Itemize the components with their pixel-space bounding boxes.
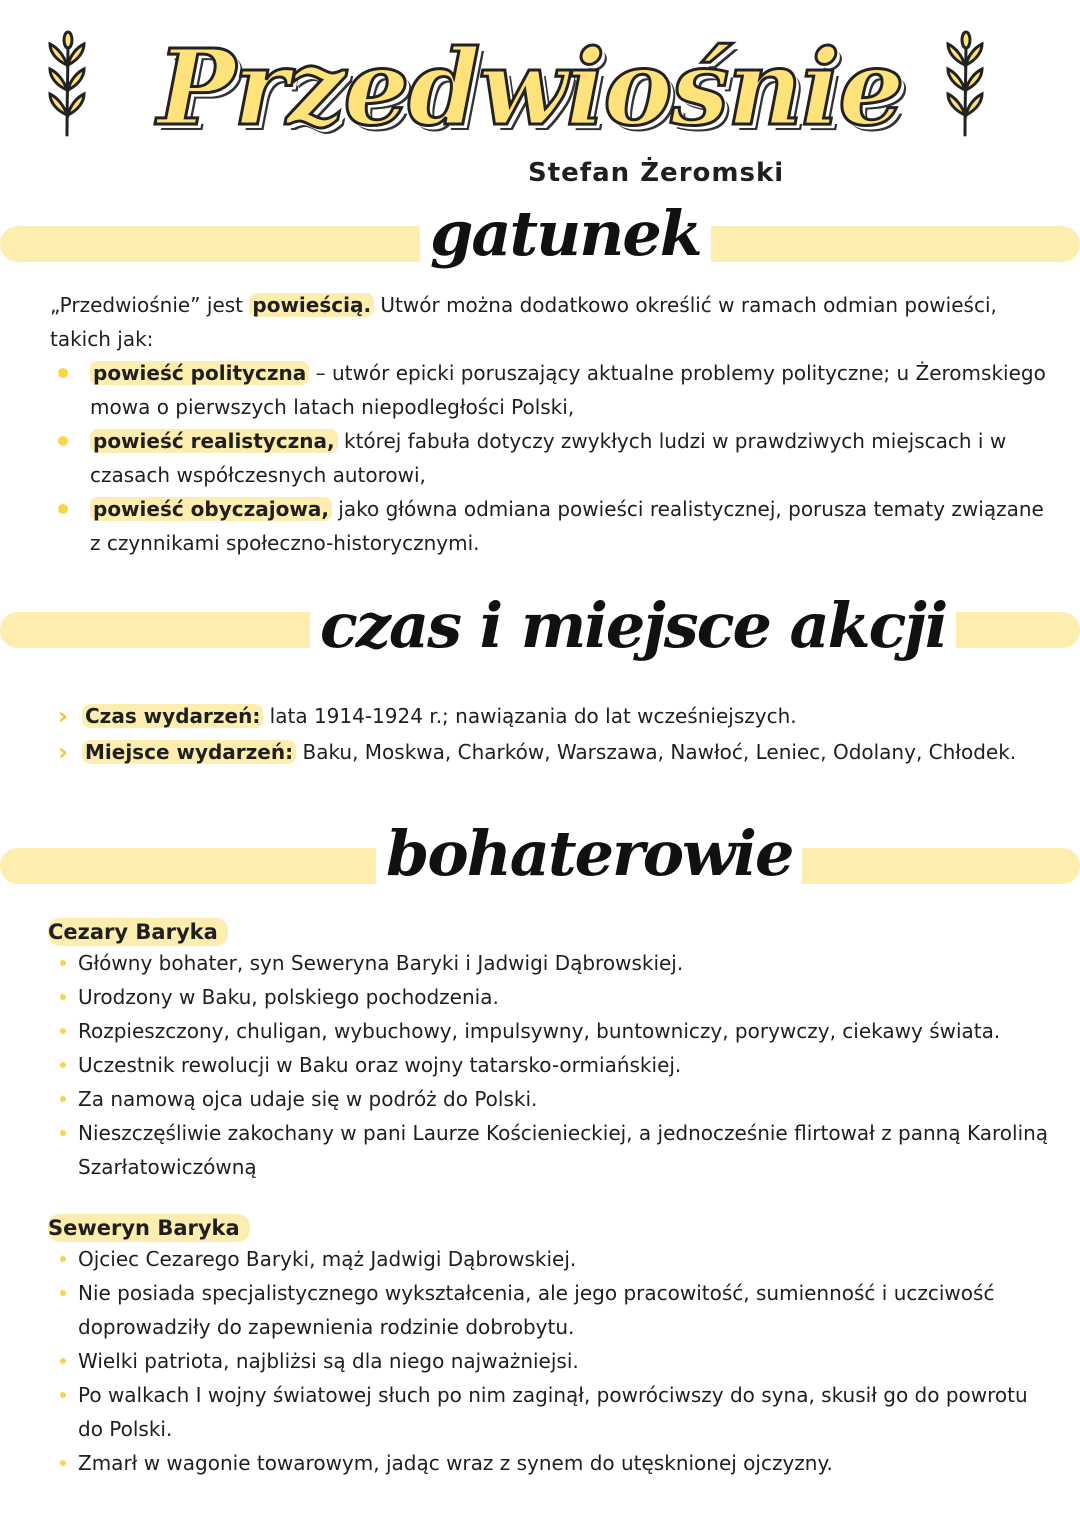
list-item bbox=[48, 1242, 1058, 1276]
hero-seweryn bbox=[48, 1214, 1058, 1480]
list-item bbox=[48, 1446, 1058, 1480]
genre-list bbox=[50, 356, 1050, 560]
list-item bbox=[48, 1344, 1058, 1378]
hero-point: Zmarł w wagonie towarowym, jadąc wraz z synem do utęsknionej ojczyzny. bbox=[78, 1451, 833, 1475]
intro-highlight: powieścią. bbox=[249, 293, 374, 317]
list-item bbox=[48, 1378, 1058, 1446]
bullet-icon bbox=[58, 504, 68, 514]
hero-point: Nieszczęśliwie zakochany w pani Laurze Kościenieckiej, a jednocześnie flirtował z panną Karoliną Szarłatowiczówną bbox=[78, 1121, 1049, 1179]
list-item bbox=[50, 492, 1050, 560]
hero-name: Seweryn Baryka bbox=[48, 1214, 250, 1242]
genre-term: powieść polityczna bbox=[90, 361, 309, 385]
list-item bbox=[48, 1048, 1058, 1082]
list-item bbox=[48, 1116, 1058, 1184]
hero-point: Nie posiada specjalistycznego wykształcenia, ale jego pracowitość, sumienność i uczciwość doprowadziły do zapewnienia rodzinie dobrobytu. bbox=[78, 1281, 995, 1339]
genre-desc: jako główna odmiana powieści realistycznej, porusza tematy związane z czynnikami społeczno-historycznymi. bbox=[90, 497, 1044, 555]
list-item bbox=[48, 1014, 1058, 1048]
list-item bbox=[48, 946, 1058, 980]
genre-desc: – utwór epicki poruszający aktualne problemy polityczne; u Żeromskiego mowa o pierwszych latach niepodległości Polski, bbox=[90, 361, 1046, 419]
leaf-sprig-icon bbox=[42, 30, 92, 144]
page-title: Przedwiośnie bbox=[157, 26, 903, 149]
bullet-icon bbox=[58, 368, 68, 378]
bullet-icon bbox=[60, 1130, 66, 1136]
bullet-icon bbox=[60, 1028, 66, 1034]
bullet-icon bbox=[60, 960, 66, 966]
bullet-icon bbox=[60, 1256, 66, 1262]
list-item bbox=[50, 356, 1050, 424]
genre-term: powieść obyczajowa, bbox=[90, 497, 332, 521]
hero-point: Za namową ojca udaje się w podróż do Polski. bbox=[78, 1087, 538, 1111]
hero-point: Ojciec Cezarego Baryki, mąż Jadwigi Dąbrowskiej. bbox=[78, 1247, 577, 1271]
time-place-list bbox=[52, 698, 1052, 770]
author: Stefan Żeromski bbox=[528, 158, 785, 188]
bullet-icon bbox=[60, 1358, 66, 1364]
bullet-icon bbox=[60, 1392, 66, 1398]
info-desc: Baku, Moskwa, Charków, Warszawa, Nawłoć, Leniec, Odolany, Chłodek. bbox=[296, 740, 1017, 764]
hero-point: Główny bohater, syn Seweryna Baryki i Jadwigi Dąbrowskiej. bbox=[78, 951, 684, 975]
hero-point: Rozpieszczony, chuligan, wybuchowy, impulsywny, buntowniczy, porywczy, ciekawy świata. bbox=[78, 1019, 1001, 1043]
list-item bbox=[52, 734, 1052, 770]
bullet-icon bbox=[60, 994, 66, 1000]
section-heading-czas: czas i miejsce akcji bbox=[310, 586, 956, 666]
section-heading-gatunek: gatunek bbox=[420, 194, 711, 274]
section-heading-bohaterowie: bohaterowie bbox=[376, 814, 802, 894]
czas-content bbox=[52, 698, 1052, 770]
intro-text: „Przedwiośnie” jest bbox=[50, 293, 250, 317]
hero-name: Cezary Baryka bbox=[48, 918, 228, 946]
bullet-icon bbox=[58, 436, 68, 446]
list-item bbox=[48, 1276, 1058, 1344]
hero-points bbox=[48, 946, 1058, 1184]
hero-point: Urodzony w Baku, polskiego pochodzenia. bbox=[78, 985, 499, 1009]
list-item bbox=[48, 1082, 1058, 1116]
info-term: Czas wydarzeń: bbox=[82, 704, 263, 728]
list-item bbox=[50, 424, 1050, 492]
chevron-right-icon: › bbox=[58, 738, 68, 766]
hero-point: Wielki patriota, najbliżsi są dla niego najważniejsi. bbox=[78, 1349, 579, 1373]
list-item bbox=[52, 698, 1052, 734]
hero-point: Uczestnik rewolucji w Baku oraz wojny tatarsko-ormiańskiej. bbox=[78, 1053, 682, 1077]
hero-point: Po walkach I wojny światowej słuch po nim zaginął, powróciwszy do syna, skusił go do powrotu do Polski. bbox=[78, 1383, 1028, 1441]
intro-text: Utwór można dodatkowo określić w ramach odmian powieści, takich jak: bbox=[50, 293, 997, 351]
bullet-icon bbox=[60, 1062, 66, 1068]
list-item bbox=[48, 980, 1058, 1014]
bullet-icon bbox=[60, 1290, 66, 1296]
hero-points bbox=[48, 1242, 1058, 1480]
genre-term: powieść realistyczna, bbox=[90, 429, 338, 453]
bullet-icon bbox=[60, 1096, 66, 1102]
gatunek-intro bbox=[50, 288, 1050, 356]
gatunek-content bbox=[50, 288, 1050, 560]
leaf-sprig-icon bbox=[940, 30, 990, 144]
info-term: Miejsce wydarzeń: bbox=[82, 740, 296, 764]
info-desc: lata 1914-1924 r.; nawiązania do lat wcześniejszych. bbox=[263, 704, 797, 728]
genre-desc: której fabuła dotyczy zwykłych ludzi w prawdziwych miejscach i w czasach współczesnych autorowi, bbox=[90, 429, 1007, 487]
chevron-right-icon: › bbox=[58, 702, 68, 730]
bullet-icon bbox=[60, 1460, 66, 1466]
hero-cezary bbox=[48, 918, 1058, 1184]
